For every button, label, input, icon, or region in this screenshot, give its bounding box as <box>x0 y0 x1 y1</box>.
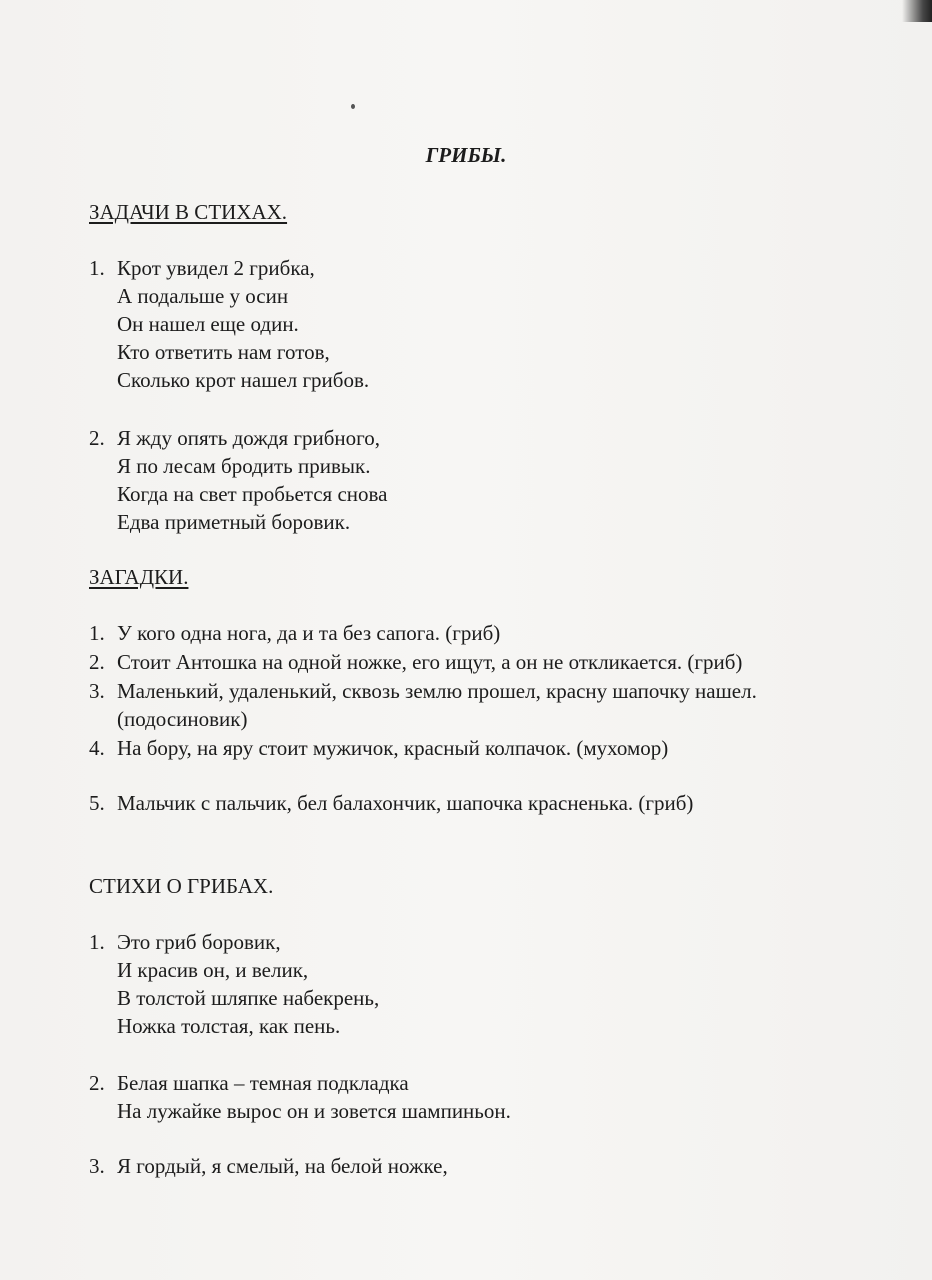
item-line: Стоит Антошка на одной ножке, его ищут, а он не откликается. (гриб) <box>117 650 743 674</box>
item-line: Когда на свет пробьется снова <box>117 482 388 506</box>
item-line: На лужайке вырос он и зовется шампиньон. <box>117 1099 511 1123</box>
item-number: 2. <box>89 650 105 674</box>
item-line: И красив он, и велик, <box>117 958 309 982</box>
item-line: Он нашел еще один. <box>117 312 299 336</box>
document-title: ГРИБЫ. <box>425 143 507 167</box>
list-item <box>89 254 369 394</box>
item-line: Маленький, удаленький, сквозь землю прошел, красну шапочку нашел. <box>117 679 757 703</box>
item-line: Мальчик с пальчик, бел балахончик, шапочка красненька. (гриб) <box>117 791 694 815</box>
item-line: Я жду опять дождя грибного, <box>117 426 380 450</box>
section-heading-poems: СТИХИ О ГРИБАХ. <box>89 874 274 898</box>
item-line: Крот увидел 2 грибка, <box>117 256 315 280</box>
scan-edge-shadow <box>902 0 932 22</box>
list-item <box>89 734 668 762</box>
item-line: (подосиновик) <box>117 707 248 731</box>
item-line: Едва приметный боровик. <box>117 510 351 534</box>
list-item <box>89 928 379 1040</box>
list-item <box>89 1069 511 1125</box>
item-line: А подальше у осин <box>117 284 289 308</box>
section-heading-riddles: ЗАГАДКИ. <box>89 565 189 589</box>
item-number: 4. <box>89 736 105 760</box>
section-heading-problems: ЗАДАЧИ В СТИХАХ. <box>89 200 288 224</box>
item-number: 3. <box>89 1154 105 1178</box>
scan-speck <box>351 104 355 109</box>
item-line: В толстой шляпке набекрень, <box>117 986 380 1010</box>
item-line: На бору, на яру стоит мужичок, красный колпачок. (мухомор) <box>117 736 669 760</box>
item-line: Я по лесам бродить привык. <box>117 454 371 478</box>
item-line: Это гриб боровик, <box>117 930 281 954</box>
item-number: 3. <box>89 679 105 703</box>
list-item <box>89 619 500 647</box>
item-line: Сколько крот нашел грибов. <box>117 368 370 392</box>
list-item <box>89 677 757 733</box>
item-line: Кто ответить нам готов, <box>117 340 330 364</box>
item-line: Белая шапка – темная подкладка <box>117 1071 409 1095</box>
item-line: У кого одна нога, да и та без сапога. (гриб) <box>117 621 501 645</box>
item-number: 1. <box>89 930 105 954</box>
item-number: 1. <box>89 621 105 645</box>
item-number: 1. <box>89 256 105 280</box>
item-number: 2. <box>89 426 105 450</box>
list-item <box>89 648 742 676</box>
item-line: Ножка толстая, как пень. <box>117 1014 341 1038</box>
list-item <box>89 1152 448 1180</box>
item-number: 2. <box>89 1071 105 1095</box>
item-number: 5. <box>89 791 105 815</box>
list-item <box>89 789 693 817</box>
item-line: Я гордый, я смелый, на белой ножке, <box>117 1154 448 1178</box>
list-item <box>89 424 387 536</box>
